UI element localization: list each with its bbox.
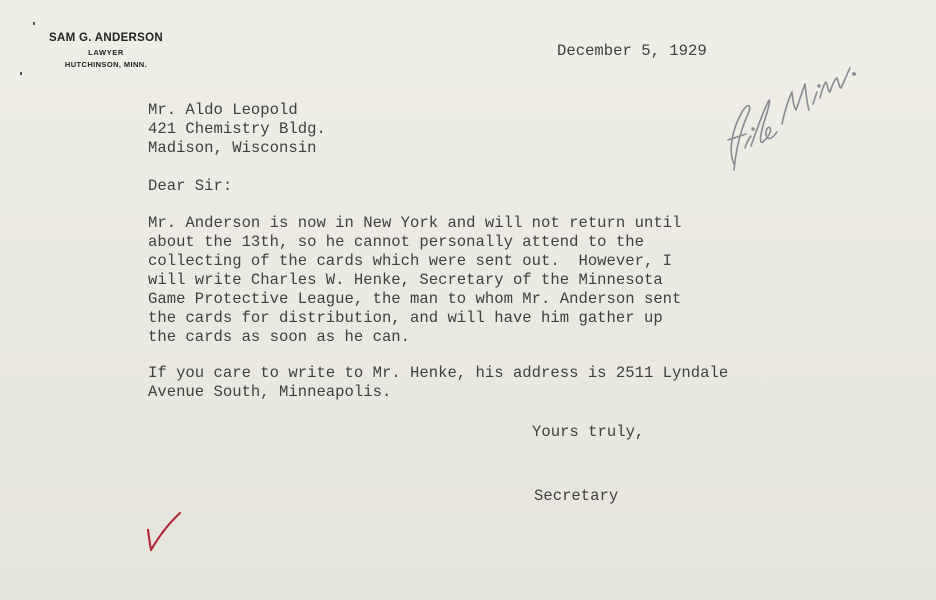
body-line: the cards for distribution, and will have him gather up [148,309,663,327]
body-line: Game Protective League, the man to whom Mr. Anderson sent [148,290,682,308]
handwritten-file-note [720,52,870,182]
letterhead-place: HUTCHINSON, MINN. [64,60,148,69]
body-line: If you care to write to Mr. Henke, his address is 2511 Lyndale [148,364,729,382]
letterhead-title: LAWYER [88,48,124,57]
letterhead-name: SAM G. ANDERSON [49,32,163,44]
margin-mark [33,22,35,25]
closing: Yours truly, [532,423,645,441]
recipient-city: Madison, Wisconsin [148,139,317,157]
recipient-name: Mr. Aldo Leopold [148,101,298,119]
margin-mark [20,72,22,75]
red-check-mark [140,510,190,555]
body-line: Avenue South, Minneapolis. [148,383,392,401]
signature-title: Secretary [534,487,619,505]
body-line: about the 13th, so he cannot personally attend to the [148,233,644,251]
body-paragraph-1 [148,214,681,347]
body-line: will write Charles W. Henke, Secretary of the Minnesota [148,271,663,289]
body-paragraph-2 [148,364,728,402]
letterhead [26,32,186,69]
recipient-street: 421 Chemistry Bldg. [148,120,326,138]
body-line: the cards as soon as he can. [148,328,411,346]
recipient-address [148,101,326,158]
body-line: collecting of the cards which were sent out. However, I [148,252,673,270]
letter-date: December 5, 1929 [557,42,707,60]
body-line: Mr. Anderson is now in New York and will not return until [148,214,682,232]
salutation: Dear Sir: [148,177,233,195]
